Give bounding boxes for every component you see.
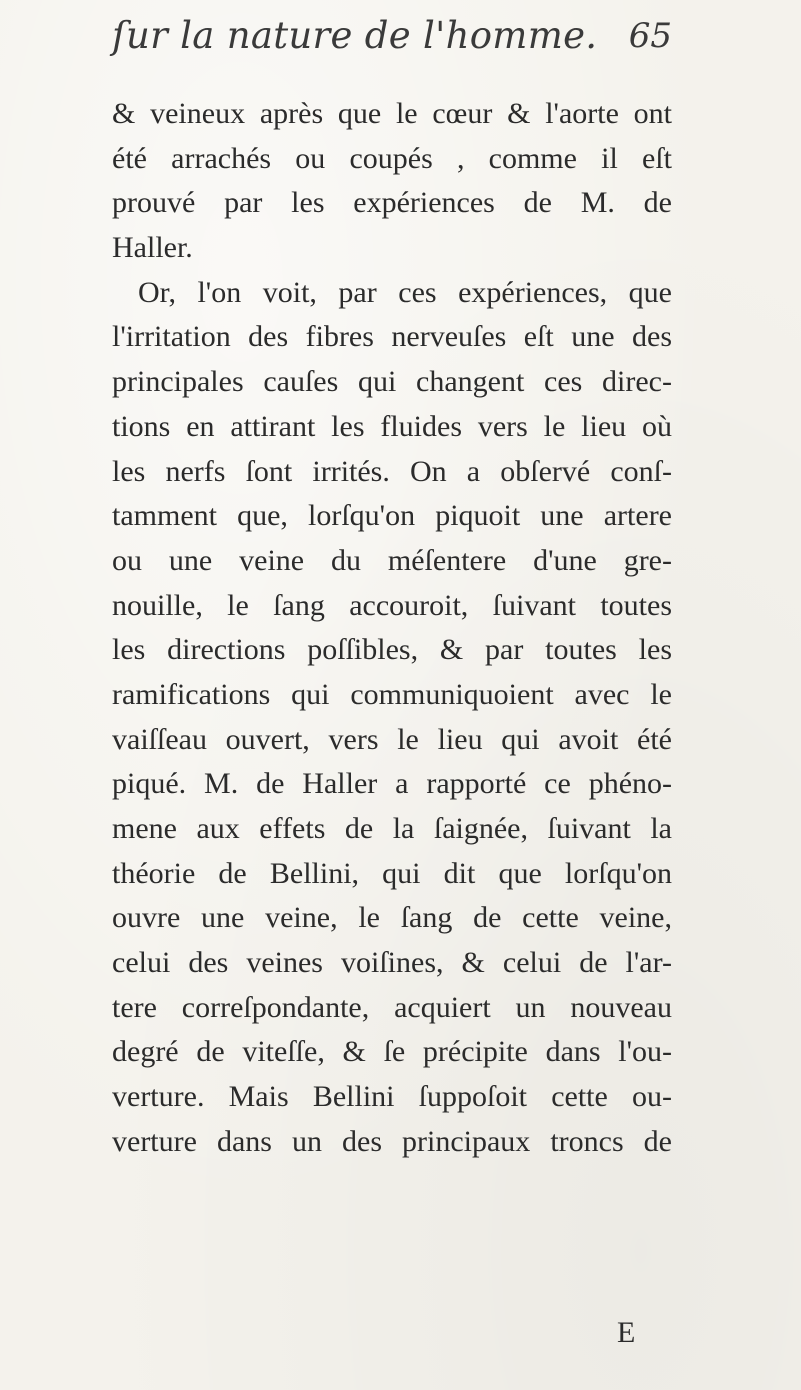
text-line: mene aux effets de la ſaignée, ſuivant la (112, 812, 672, 845)
body-text (112, 92, 672, 1165)
page-header (112, 14, 672, 74)
text-line: nouille, le ſang accouroit, ſuivant toutes (112, 588, 672, 622)
text-line: verture. Mais Bellini ſuppoſoit cette ou- (112, 1080, 672, 1114)
text-line: théorie de Bellini, qui dit que lorſqu'on (112, 856, 672, 890)
text-line: l'irritation des fibres nerveuſes eſt une des (112, 320, 672, 354)
text-line: prouvé par les expériences de M. de (112, 186, 672, 220)
running-title: ſur la nature de l'homme. (112, 14, 598, 57)
text-line: & veineux après que le cœur & l'aorte ont (112, 97, 672, 130)
text-line: tere correſpondante, acquiert un nouveau (112, 990, 672, 1024)
text-line: piqué. M. de Haller a rapporté ce phéno- (112, 767, 672, 801)
text-line: vaiſſeau ouvert, vers le lieu qui avoit été (112, 722, 672, 756)
text-line: tamment que, lorſqu'on piquoit une artere (112, 499, 672, 533)
text-line: degré de viteſſe, & ſe précipite dans l'ou- (112, 1035, 672, 1069)
page-number: 65 (628, 16, 672, 56)
text-line: ouvre une veine, le ſang de cette veine, (112, 901, 672, 935)
text-line: ou une veine du méſentere d'une gre- (112, 543, 672, 577)
text-line: les nerfs ſont irrités. On a obſervé conſ- (112, 454, 672, 488)
text-line: été arrachés ou coupés , comme il eſt (112, 141, 672, 175)
text-line: Haller. (112, 231, 193, 265)
signature-mark: E (617, 1316, 636, 1349)
text-line: principales cauſes qui changent ces direc- (112, 365, 672, 399)
text-line: verture dans un des principaux troncs de (112, 1124, 672, 1158)
text-line: celui des veines voiſines, & celui de l'ar- (112, 946, 672, 980)
text-line: les directions poſſibles, & par toutes les (112, 633, 672, 667)
text-line: ramifications qui communiquoient avec le (112, 677, 672, 711)
text-line: tions en attirant les fluides vers le lieu où (112, 409, 672, 443)
text-line: Or, l'on voit, par ces expériences, que (138, 275, 672, 309)
